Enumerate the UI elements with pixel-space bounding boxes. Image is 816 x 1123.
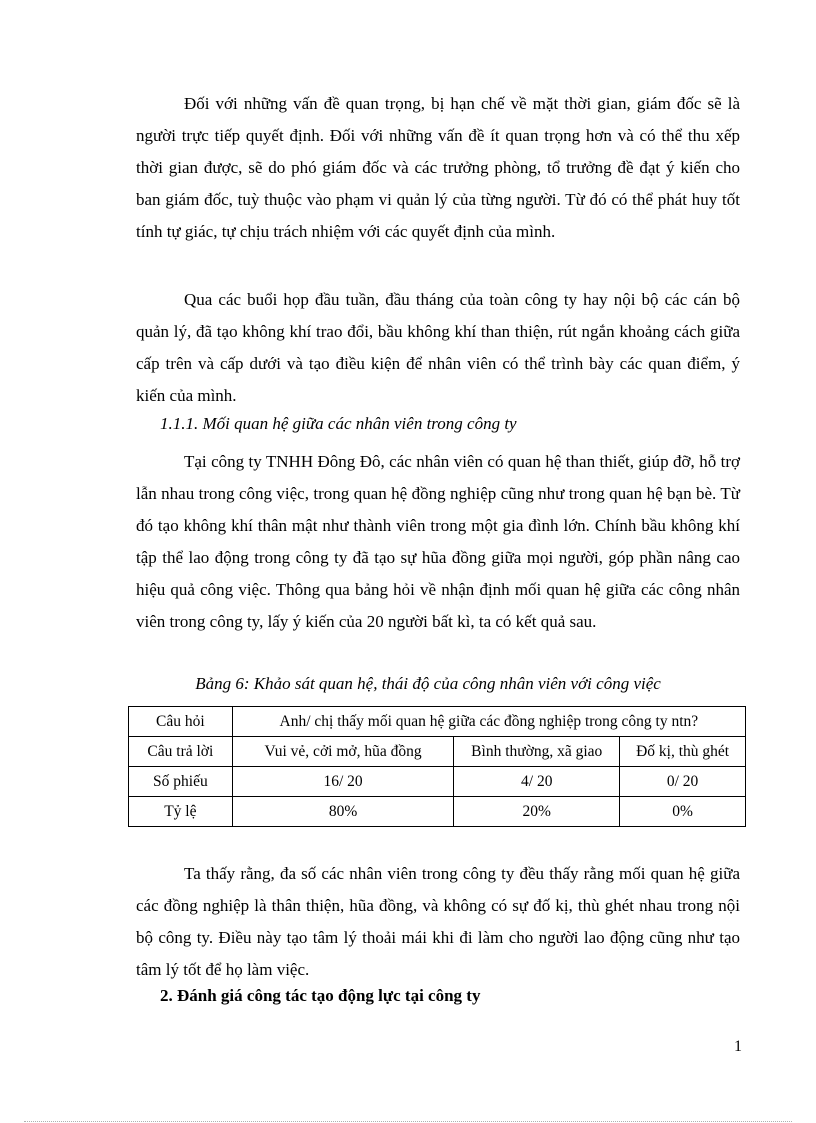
subsection-heading: 1.1.1. Mối quan hệ giữa các nhân viên trong công ty	[160, 414, 517, 433]
table-row	[129, 767, 746, 797]
paragraph-meetings: Qua các buổi họp đầu tuần, đầu tháng của toàn công ty hay nội bộ các cán bộ quản lý, đã tạo không khí trao đổi, bầu không khí than thiện, rút ngắn khoảng cách giữa cấp trên và cấp dưới và tạo điều kiện để nhân viên có thể trình bày các quan điểm, ý kiến của mình.	[136, 290, 740, 405]
answer-cell: Đố kị, thù ghét	[620, 737, 746, 767]
question-text-cell: Anh/ chị thấy mối quan hệ giữa các đồng nghiệp trong công ty ntn?	[232, 707, 745, 737]
paragraph-employee-relations: Tại công ty TNHH Đông Đô, các nhân viên có quan hệ than thiết, giúp đỡ, hỗ trợ lẫn nhau trong công việc, trong quan hệ đồng nghiệp cũng như trong quan hệ bạn bè. Từ đó tạo không khí thân mật như thành viên trong một gia đình lớn. Chính bầu không khí tập thể lao động trong công ty đã tạo sự hũa đồng giữa mọi người, góp phần nâng cao hiệu quả công việc. Thông qua bảng hỏi về nhận định mối quan hệ giữa các công nhân viên trong công ty, lấy ý kiến của 20 người bất kì, ta có kết quả sau.	[136, 452, 740, 631]
survey-table	[128, 706, 746, 827]
votes-label-cell: Số phiếu	[129, 767, 233, 797]
table-row	[129, 737, 746, 767]
answer-cell: Vui vẻ, cởi mở, hũa đồng	[232, 737, 454, 767]
section-heading: 2. Đánh giá công tác tạo động lực tại công ty	[160, 986, 481, 1005]
answer-label-cell: Câu trả lời	[129, 737, 233, 767]
table-row	[129, 797, 746, 827]
ratio-label-cell: Tỷ lệ	[129, 797, 233, 827]
table-row	[129, 707, 746, 737]
paragraph-decision-making: Đối với những vấn đề quan trọng, bị hạn chế về mặt thời gian, giám đốc sẽ là người trực tiếp quyết định. Đối với những vấn đề ít quan trọng hơn và có thể thu xếp thời gian được, sẽ do phó giám đốc và các trưởng phòng, tổ trưởng đề đạt ý kiến cho ban giám đốc, tuỳ thuộc vào phạm vi quản lý của từng người. Từ đó có thể phát huy tốt tính tự giác, tự chịu trách nhiệm với các quyết định của mình.	[136, 94, 740, 241]
ratio-cell: 20%	[454, 797, 620, 827]
paragraph-conclusion: Ta thấy rằng, đa số các nhân viên trong công ty đều thấy rằng mối quan hệ giữa các đồng nghiệp là thân thiện, hũa đồng, và không có sự đố kị, thù ghét nhau trong nội bộ công ty. Điều này tạo tâm lý thoải mái khi đi làm cho người lao động cũng như tạo tâm lý tốt để họ làm việc.	[136, 864, 740, 979]
ratio-cell: 0%	[620, 797, 746, 827]
votes-cell: 16/ 20	[232, 767, 454, 797]
question-label-cell: Câu hỏi	[129, 707, 233, 737]
answer-cell: Bình thường, xã giao	[454, 737, 620, 767]
ratio-cell: 80%	[232, 797, 454, 827]
page-number: 1	[734, 1038, 742, 1055]
page-bottom-divider	[24, 1121, 792, 1122]
table-caption: Bảng 6: Khảo sát quan hệ, thái độ của công nhân viên với công việc	[195, 674, 661, 693]
votes-cell: 0/ 20	[620, 767, 746, 797]
votes-cell: 4/ 20	[454, 767, 620, 797]
